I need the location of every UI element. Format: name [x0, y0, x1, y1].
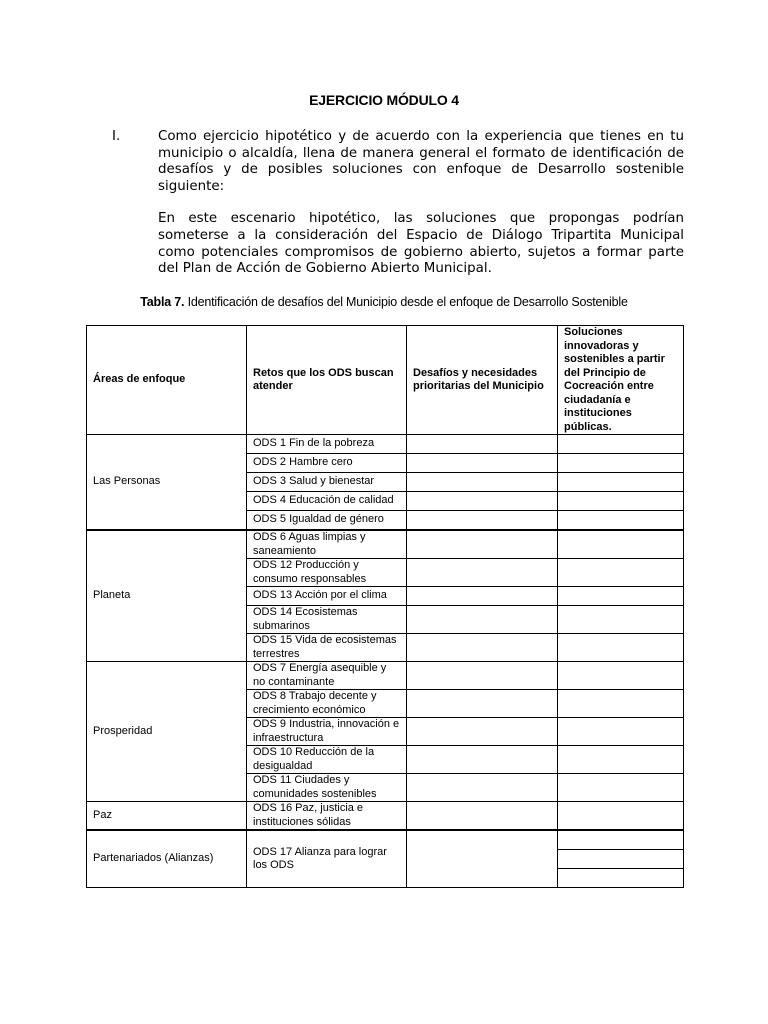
- desafios-input-cell[interactable]: [407, 606, 558, 634]
- soluciones-input-cell[interactable]: [558, 850, 683, 869]
- soluciones-input-cell[interactable]: [558, 492, 684, 511]
- ods-cell: ODS 17 Alianza para lograr los ODS: [247, 830, 407, 888]
- soluciones-subcells: [558, 830, 684, 888]
- table-row: [87, 802, 684, 831]
- area-cell: Planeta: [87, 530, 247, 662]
- desafios-input-cell[interactable]: [407, 634, 558, 662]
- ods-cell: ODS 3 Salud y bienestar: [247, 473, 407, 492]
- header-areas: Áreas de enfoque: [87, 326, 247, 435]
- ods-cell: ODS 16 Paz, justicia e instituciones sólidas: [247, 802, 407, 831]
- soluciones-input-cell[interactable]: [558, 662, 684, 690]
- ods-cell: ODS 1 Fin de la pobreza: [247, 435, 407, 454]
- ods-cell: ODS 7 Energía asequible y no contaminante: [247, 662, 407, 690]
- desafios-input-cell[interactable]: [407, 511, 558, 531]
- desafios-input-cell[interactable]: [407, 746, 558, 774]
- table-row: [87, 435, 684, 454]
- section-number: I.: [112, 129, 121, 144]
- ods-challenges-table: [86, 325, 684, 888]
- page-title: EJERCICIO MÓDULO 4: [309, 92, 459, 108]
- desafios-input-cell[interactable]: [407, 802, 558, 831]
- soluciones-input-cell[interactable]: [558, 634, 684, 662]
- ods-cell: ODS 11 Ciudades y comunidades sostenibles: [247, 774, 407, 802]
- desafios-input-cell[interactable]: [407, 473, 558, 492]
- soluciones-input-cell[interactable]: [558, 435, 684, 454]
- soluciones-input-cell[interactable]: [558, 559, 684, 587]
- soluciones-input-cell[interactable]: [558, 511, 684, 531]
- soluciones-input-cell[interactable]: [558, 831, 683, 850]
- ods-cell: ODS 4 Educación de calidad: [247, 492, 407, 511]
- desafios-input-cell[interactable]: [407, 492, 558, 511]
- desafios-input-cell[interactable]: [407, 718, 558, 746]
- area-cell: Partenariados (Alianzas): [87, 830, 247, 888]
- desafios-input-cell[interactable]: [407, 662, 558, 690]
- desafios-input-cell[interactable]: [407, 774, 558, 802]
- desafios-input-cell[interactable]: [407, 530, 558, 559]
- soluciones-input-cell[interactable]: [558, 473, 684, 492]
- desafios-input-cell[interactable]: [407, 690, 558, 718]
- table-caption-label: Tabla 7.: [140, 295, 185, 309]
- table-header-row: [87, 326, 684, 435]
- soluciones-input-cell[interactable]: [558, 587, 684, 606]
- table-row: [87, 662, 684, 690]
- area-cell: Prosperidad: [87, 662, 247, 802]
- desafios-input-cell[interactable]: [407, 830, 558, 888]
- desafios-input-cell[interactable]: [407, 587, 558, 606]
- ods-cell: ODS 13 Acción por el clima: [247, 587, 407, 606]
- ods-cell: ODS 14 Ecosistemas submarinos: [247, 606, 407, 634]
- soluciones-input-cell[interactable]: [558, 802, 684, 831]
- header-retos: Retos que los ODS buscan atender: [247, 326, 407, 435]
- header-desafios: Desafíos y necesidades prioritarias del Municipio: [407, 326, 558, 435]
- soluciones-input-cell[interactable]: [558, 690, 684, 718]
- soluciones-input-cell[interactable]: [558, 718, 684, 746]
- soluciones-input-cell[interactable]: [558, 530, 684, 559]
- desafios-input-cell[interactable]: [407, 454, 558, 473]
- ods-cell: ODS 6 Aguas limpias y saneamiento: [247, 530, 407, 559]
- desafios-input-cell[interactable]: [407, 435, 558, 454]
- instruction-paragraph-1: Como ejercicio hipotético y de acuerdo con la experiencia que tienes en tu municipio o alcaldía, llena de manera general el formato de identificación de desafíos y de posibles soluciones con enfoque de Desarrollo sostenible siguiente:: [158, 129, 684, 194]
- ods-cell: ODS 10 Reducción de la desigualdad: [247, 746, 407, 774]
- ods-cell: ODS 12 Producción y consumo responsables: [247, 559, 407, 587]
- table-row: [87, 530, 684, 559]
- soluciones-input-cell[interactable]: [558, 606, 684, 634]
- header-soluciones: Soluciones innovadoras y sostenibles a partir del Principio de Cocreación entre ciudadanía e instituciones públicas.: [558, 326, 684, 435]
- ods-cell: ODS 5 Igualdad de género: [247, 511, 407, 531]
- area-cell: Las Personas: [87, 435, 247, 531]
- table-caption-text: Identificación de desafíos del Municipio desde el enfoque de Desarrollo Sostenible: [184, 295, 628, 309]
- ods-cell: ODS 15 Vida de ecosistemas terrestres: [247, 634, 407, 662]
- soluciones-input-cell[interactable]: [558, 454, 684, 473]
- soluciones-input-cell[interactable]: [558, 774, 684, 802]
- soluciones-input-cell[interactable]: [558, 869, 683, 887]
- desafios-input-cell[interactable]: [407, 559, 558, 587]
- instruction-paragraph-2: En este escenario hipotético, las soluciones que propongas podrían someterse a la consideración del Espacio de Diálogo Tripartita Municipal como potenciales compromisos de gobierno abierto, sujetos a formar parte del Plan de Acción de Gobierno Abierto Municipal.: [158, 211, 684, 277]
- table-caption: [0, 295, 768, 309]
- ods-cell: ODS 9 Industria, innovación e infraestructura: [247, 718, 407, 746]
- ods-cell: ODS 8 Trabajo decente y crecimiento económico: [247, 690, 407, 718]
- ods-cell: ODS 2 Hambre cero: [247, 454, 407, 473]
- table-row: [87, 830, 684, 888]
- instructions-section: [112, 129, 684, 278]
- area-cell: Paz: [87, 802, 247, 831]
- soluciones-input-cell[interactable]: [558, 746, 684, 774]
